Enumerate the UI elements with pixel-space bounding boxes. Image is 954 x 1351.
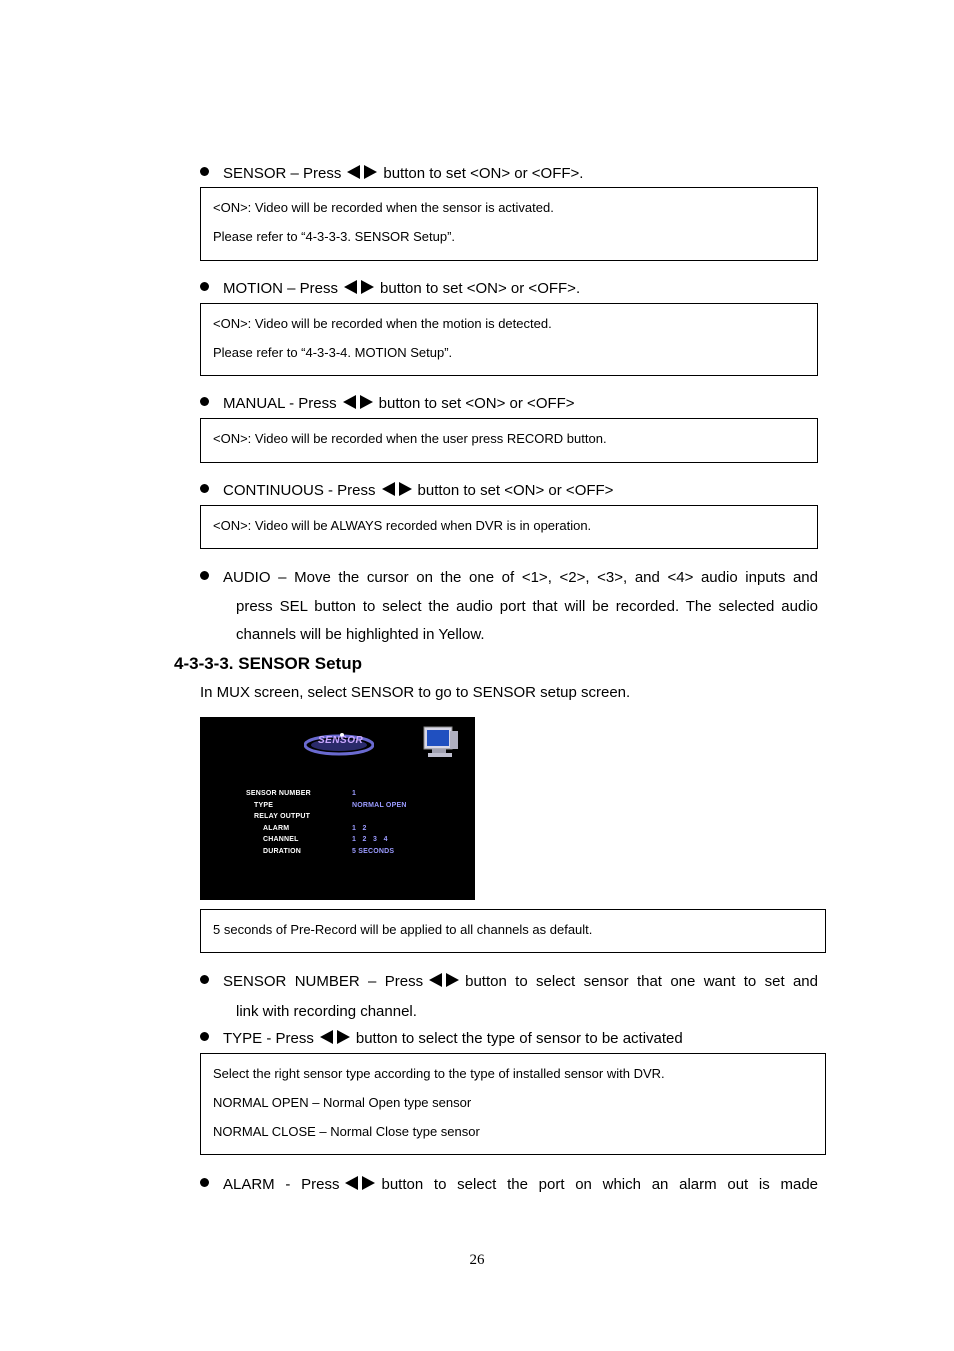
left-arrow-icon [320, 1030, 333, 1044]
bullet-motion [200, 280, 580, 299]
page-number: 26 [469, 1252, 485, 1268]
bullet-manual [200, 395, 575, 414]
right-arrow-icon [362, 1176, 375, 1190]
left-arrow-icon [382, 482, 395, 496]
left-right-arrows-icon [344, 280, 374, 299]
bullet-text: channels will be highlighted in Yellow. [236, 626, 485, 643]
bullet-sensor [200, 165, 583, 184]
screen-label-sensor-number: SENSOR NUMBER [246, 790, 311, 797]
screen-value-type: NORMAL OPEN [352, 802, 407, 809]
bullet-type [200, 1030, 683, 1049]
right-arrow-icon [337, 1030, 350, 1044]
note-line: 5 seconds of Pre-Record will be applied to all channels as default. [213, 922, 593, 937]
left-right-arrows-icon [343, 395, 373, 414]
screen-label-channel: CHANNEL [263, 836, 299, 843]
bullet-text: SENSOR – Press [223, 165, 342, 182]
right-arrow-icon [446, 973, 459, 987]
bullet-dot [200, 484, 209, 493]
bullet-audio [200, 564, 818, 650]
bullet-text: button to select sensor that one want to set and [465, 973, 818, 990]
continuous-note-box [200, 505, 818, 549]
screen-value-duration: 5 SECONDS [352, 848, 395, 855]
prerecord-note-box [200, 909, 826, 953]
left-right-arrows-icon [382, 482, 412, 501]
bullet-text: button to select the port on which an alarm out is made [381, 1176, 819, 1193]
manual-note-box [200, 418, 818, 463]
bullet-text: link with recording channel. [236, 1002, 417, 1020]
left-right-arrows-icon [347, 165, 377, 184]
left-arrow-icon [344, 280, 357, 294]
right-arrow-icon [399, 482, 412, 496]
right-arrow-icon [360, 395, 373, 409]
left-right-arrows-icon [320, 1030, 350, 1049]
bullet-text: SENSOR NUMBER – Press [223, 973, 424, 990]
logo-text: SENSOR [318, 735, 364, 746]
note-line: Please refer to “4-3-3-3. SENSOR Setup”. [213, 229, 456, 244]
screen-label-relay-output: RELAY OUTPUT [254, 813, 311, 820]
bullet-continuous [200, 482, 613, 501]
note-line: NORMAL OPEN – Normal Open type sensor [213, 1095, 472, 1110]
bullet-dot [200, 167, 209, 176]
left-arrow-icon [343, 395, 356, 409]
screen-label-alarm: ALARM [263, 825, 290, 832]
motion-note-box [200, 303, 818, 376]
bullet-text: button to select the type of sensor to be activated [355, 1030, 683, 1047]
bullet-dot [200, 397, 209, 406]
right-arrow-icon [361, 280, 374, 294]
note-line: NORMAL CLOSE – Normal Close type sensor [213, 1124, 480, 1139]
bullet-text: CONTINUOUS - Press [223, 482, 376, 499]
type-note-box [200, 1053, 826, 1155]
sensor-setup-screenshot [200, 717, 475, 900]
bullet-dot [200, 1178, 209, 1187]
screen-value-channel: 1 2 3 4 [352, 836, 388, 843]
note-line: Please refer to “4-3-3-4. MOTION Setup”. [213, 345, 453, 360]
bullet-text: ALARM - Press [223, 1176, 340, 1193]
bullet-sensor-number [200, 968, 818, 1026]
left-right-arrows-icon [429, 969, 459, 998]
note-line: <ON>: Video will be recorded when the motion is detected. [213, 316, 552, 331]
bullet-text: press SEL button to select the audio port that will be recorded. The selected audio [236, 597, 818, 615]
bullet-text: AUDIO – Move the cursor on the one of <1>, <2>, <3>, and <4> audio inputs and [223, 569, 818, 586]
note-line: <ON>: Video will be ALWAYS recorded when DVR is in operation. [213, 518, 592, 533]
sensor-logo [304, 731, 374, 757]
bullet-text: button to set <ON> or <OFF> [378, 395, 575, 412]
screen-value-alarm: 1 2 [352, 825, 367, 832]
left-arrow-icon [347, 165, 360, 179]
bullet-text: MOTION – Press [223, 280, 339, 297]
bullet-dot [200, 282, 209, 291]
note-line: <ON>: Video will be recorded when the user press RECORD button. [213, 431, 607, 446]
screen-value-sensor-number: 1 [352, 790, 357, 797]
right-arrow-icon [364, 165, 377, 179]
screen-label-duration: DURATION [263, 848, 302, 855]
left-arrow-icon [345, 1176, 358, 1190]
bullet-dot [200, 1032, 209, 1041]
bullet-text: button to set <ON> or <OFF> [417, 482, 614, 499]
bullet-dot [200, 975, 209, 984]
bullet-text: TYPE - Press [223, 1030, 314, 1047]
bullet-text: MANUAL - Press [223, 395, 337, 412]
screen-label-type: TYPE [254, 802, 274, 809]
left-right-arrows-icon [345, 1172, 375, 1201]
section-intro: In MUX screen, select SENSOR to go to SENSOR setup screen. [200, 684, 631, 701]
note-line: <ON>: Video will be recorded when the sensor is activated. [213, 200, 554, 215]
sensor-note-box [200, 187, 818, 261]
bullet-text: button to set <ON> or <OFF>. [380, 280, 581, 297]
monitor-icon [422, 725, 460, 759]
note-line: Select the right sensor type according to the type of installed sensor with DVR. [213, 1066, 665, 1081]
bullet-alarm [200, 1171, 818, 1201]
left-arrow-icon [429, 973, 442, 987]
section-heading: 4-3-3-3. SENSOR Setup [174, 654, 362, 673]
bullet-dot [200, 571, 209, 580]
bullet-text: button to set <ON> or <OFF>. [383, 165, 584, 182]
